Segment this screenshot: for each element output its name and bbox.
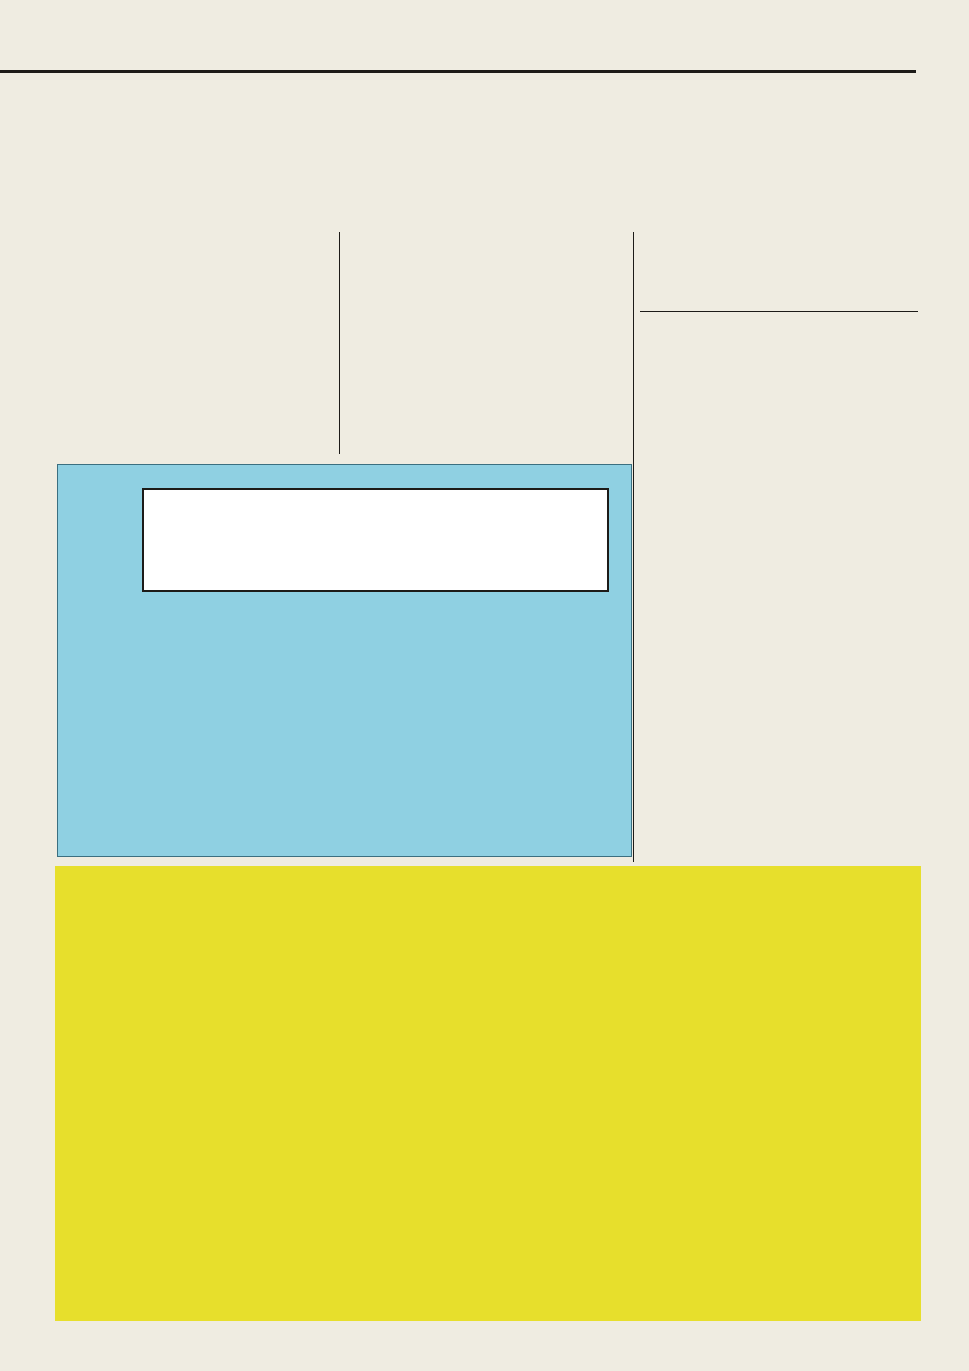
standfirst-rule [640,311,918,312]
program-listing [55,866,921,1321]
piano-keyboard [142,488,609,592]
column-divider [633,232,634,862]
column-divider [339,232,340,454]
note-key-diagram [57,464,632,857]
header-rule [0,70,916,73]
page-footer [694,1327,702,1341]
